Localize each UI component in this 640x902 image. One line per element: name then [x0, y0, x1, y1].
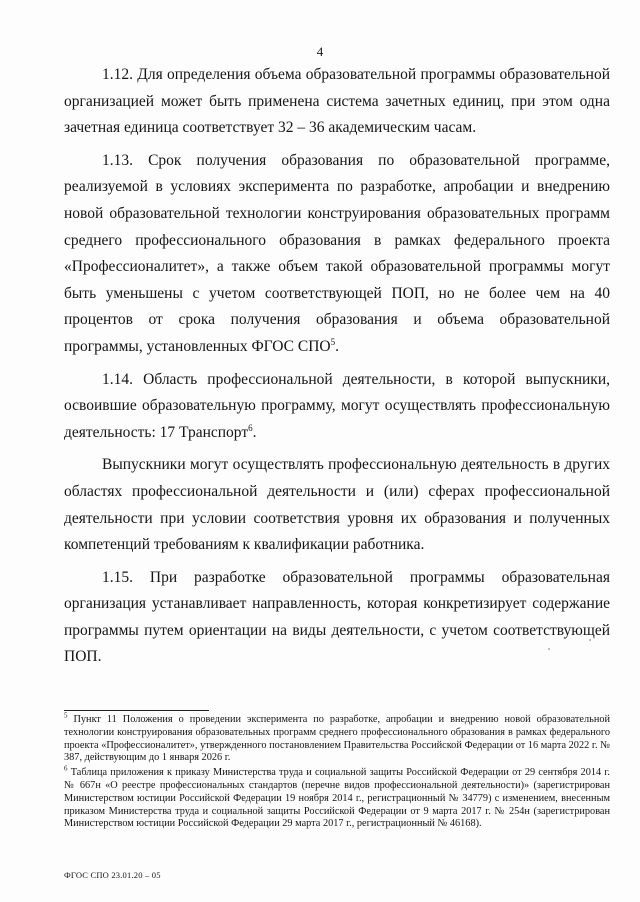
footnote-mark: 6 — [64, 764, 68, 773]
paragraph-1-13 — [64, 148, 610, 361]
paragraph-1-14 — [64, 367, 610, 447]
page-number: 4 — [316, 44, 324, 59]
paragraph-tail: . — [335, 337, 339, 355]
paragraph-1-12 — [64, 62, 610, 142]
footnote-reference: 5 — [330, 336, 336, 347]
scan-speck — [589, 639, 591, 641]
paragraph-text: 1.12. Для определения объема образовательной программы образовательной организацией может быть применена система зачетных единиц, при этом одна зачетная единица соответствует 32 – 36 академическим часам. — [64, 66, 610, 137]
footnote-mark: 5 — [64, 711, 68, 720]
footer-document-code: ФГОС СПО 23.01.20 – 05 — [64, 870, 161, 880]
paragraph-text: 1.15. При разработке образовательной программы образовательная организация устанавливает направленность, которая конкретизирует содержание программы путем ориентации на виды деятельности, с учетом соответствующей ПОП. — [64, 568, 610, 666]
footnote-text: Пункт 11 Положения о проведении эксперимента по разработке, апробации и внедрению новой образовательной технологии конструирования образовательных программ среднего профессионального образования в рамках федерального проекта «Профессионалитет», утвержденного постановлением Правительства Российской Федерации от 16 марта 2022 г. № 387, действующим до 1 января 2026 г. — [64, 714, 610, 764]
footnote-5 — [64, 711, 610, 765]
footnote-text: Таблица приложения к приказу Министерства труда и социальной защиты Российской Федерации от 29 сентября 2014 г. № 667н «О реестре профессиональных стандартов (перечне видов профессиональной деятельности)» (зарегистрирован Министерством юстиции Российской Федерации 19 ноября 2014 г., регистрационный № 34779) с изменением, внесенным приказом Министерства труда и социальной защиты Российской Федерации от 9 марта 2017 г. № 254н (зарегистрирован Министерством юстиции Российской Федерации 29 марта 2017 г., регистрационный № 46168). — [64, 767, 610, 830]
paragraph-1-15 — [64, 565, 610, 671]
footnote-reference: 6 — [248, 422, 253, 433]
body-text — [64, 62, 610, 677]
paragraph-graduates — [64, 452, 610, 558]
paragraph-tail: . — [252, 423, 257, 441]
paragraph-text: 1.13. Срок получения образования по образовательной программе, реализуемой в условиях эксперимента по разработке, апробации и внедрению новой образовательной технологии конструирования образовательных программ среднего профессионального образования в рамках федерального проекта «Профессионалитет», а также объем такой образовательной программы могут быть уменьшены с учетом соответствующей ПОП, но не более чем на 40 процентов от срока получения образования и объема образовательной программы, установленных ФГОС СПО — [64, 151, 610, 355]
paragraph-text: Выпускники могут осуществлять профессиональную деятельность в других областях профессиональной деятельности и (или) сферах профессиональной деятельности при условии соответствия уровня их образования и полученных компетенций требованиям к квалификации работника. — [64, 456, 610, 554]
footnotes — [64, 711, 610, 833]
paragraph-text: 1.14. Область профессиональной деятельности, в которой выпускники, освоившие образовательную программу, могут осуществлять профессиональную деятельность: 17 Транспорт — [64, 370, 610, 441]
footnote-separator — [64, 710, 209, 711]
scan-speck — [548, 648, 550, 650]
footnote-6 — [64, 764, 610, 831]
